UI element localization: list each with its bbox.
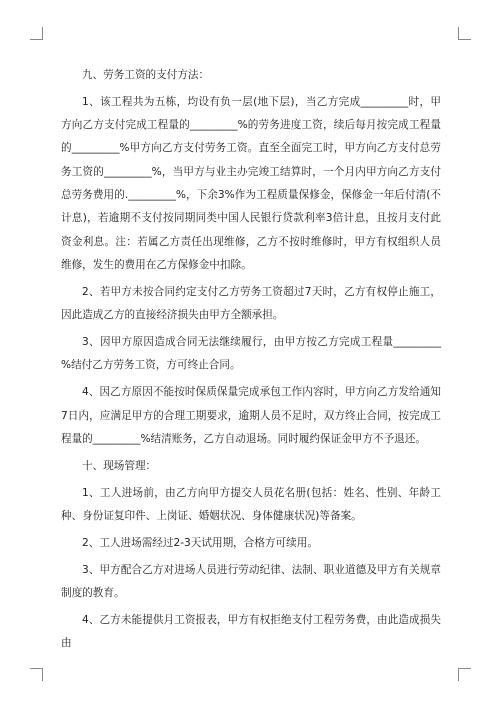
- paragraph-payment-1: 1、该工程共为五栋，均设有负一层(地下层)，当乙方完成_________时，甲方向乙方支付完成工程量的_________%的劳务进度工资，续后每月按完成工程量的_________%甲方向乙方支付劳务工资。直至全面完工时，甲方向乙方支付总劳务工资的_________%，当甲方与业主办完竣工结算时，一个月内甲方向乙方支付总劳务费用的._________%，下余3%作为工程质量保修金，保修金一年后付清(不计息)，若逾期不支付按同期同类中国人民银行贷款利率3倍计息，且按月支付此资金利息。注：若属乙方责任出现维修，乙方不按时维修时，甲方有权组织人员维修，发生的费用在乙方保修金中扣除。: [61, 95, 441, 271]
- paragraph-site-3: 3、甲方配合乙方对进场人员进行劳动纪律、法制、职业道德及甲方有关规章制度的教育。: [61, 563, 441, 599]
- paragraph-payment-3: 3、因甲方原因造成合同无法继续履行，由甲方按乙方完成工程量_________%结付乙方劳务工资，方可终止合同。: [61, 336, 441, 372]
- section-heading-payment: 九、劳务工资的支付方法：: [82, 69, 210, 81]
- crop-mark-top-right: [458, 27, 471, 40]
- section-heading-site-management: 十、现场管理：: [82, 459, 157, 472]
- paragraph-site-1: 1、工人进场前，由乙方向甲方提交人员花名册(包括：姓名、性别、年龄工种、身份证复印件、上岗证、婚姻状况、身体健康状况)等备案。: [61, 486, 441, 522]
- paragraph-payment-4: 4、因乙方原因不能按时保质保量完成承包工作内容时，甲方向乙方发给通知7日内，应满足甲方的合理工期要求，逾期人员不足时，双方终止合同，按完成工程量的_________%结清账务，乙方自动退场。同时履约保证金甲方不予退还。: [61, 386, 441, 445]
- crop-mark-bottom-right: [458, 668, 471, 681]
- crop-mark-bottom-left: [30, 668, 43, 681]
- paragraph-payment-2: 2、若甲方未按合同约定支付乙方劳务工资超过7天时，乙方有权停止施工，因此造成乙方的直接经济损失由甲方全额承担。: [61, 285, 441, 322]
- crop-mark-top-left: [30, 27, 43, 40]
- paragraph-site-2: 2、工人进场需经过2-3天试用期，合格方可续用。: [82, 536, 318, 549]
- document-body: [61, 64, 441, 655]
- paragraph-site-4: 4、乙方未能提供月工资报表，甲方有权拒绝支付工程劳务费，由此造成损失由: [61, 613, 441, 650]
